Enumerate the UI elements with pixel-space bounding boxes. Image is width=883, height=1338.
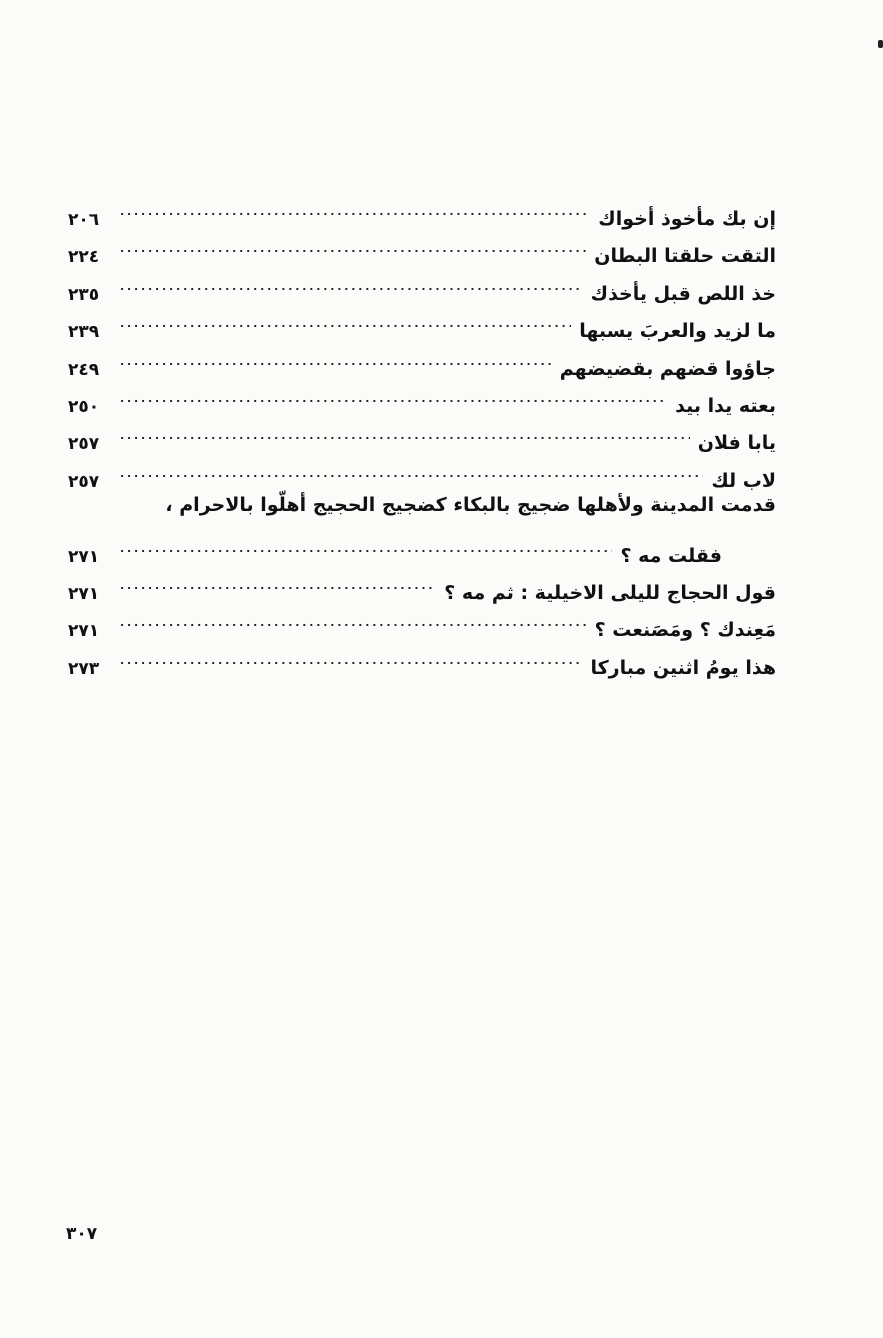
- table-of-contents: [68, 188, 776, 679]
- toc-entry-page: ٢٧١: [68, 621, 100, 642]
- dot-leader: [120, 300, 571, 337]
- toc-entry-continuation: [68, 525, 776, 567]
- toc-entry-title: ما لزيد والعربَ يسبها: [579, 320, 776, 343]
- dot-leader: [120, 188, 590, 225]
- toc-entry-title: هذا يومُ اثنين مباركا: [590, 656, 776, 679]
- dot-leader: [120, 450, 703, 487]
- toc-entry-title: قدمت المدينة ولأهلها ضجيج بالبكاء كضجيج الحجيج أهلّوا بالاحرام ،: [165, 494, 776, 517]
- page-number: ٣٠٧: [66, 1224, 98, 1244]
- toc-entry-title: خذ اللص قبل يأخذك: [590, 282, 776, 305]
- toc-entry-title: قول الحجاج لليلى الاخيلية : ثم مه ؟: [444, 581, 776, 604]
- toc-entry-title: مَعِندك ؟ ومَصَنعت ؟: [594, 619, 776, 642]
- dot-leader: [120, 225, 586, 262]
- toc-entry-title: لاب لك: [711, 469, 776, 492]
- dot-leader: [120, 412, 690, 449]
- toc-entry-title: جاؤوا قضهم بقضيضهم: [559, 357, 776, 380]
- toc-entry-page: ٢٣٥: [68, 284, 100, 305]
- dot-leader: [120, 525, 612, 562]
- dot-leader: [120, 637, 582, 674]
- dot-leader: [120, 263, 583, 300]
- toc-entry: [68, 188, 776, 230]
- toc-entry-page: ٢٧٣: [68, 658, 100, 679]
- toc-entry-page: ٢٧١: [68, 546, 100, 567]
- toc-entry-title: التقت حلقتا البطان: [594, 245, 776, 268]
- toc-entry-page: ٢٥٠: [68, 396, 100, 417]
- toc-entry-title: إن بك مأخوذ أخواك: [598, 208, 776, 230]
- toc-entry-page: ٢٥٧: [68, 434, 100, 455]
- toc-entry-page: ٢٢٤: [68, 247, 100, 268]
- dot-leader: [120, 375, 667, 412]
- toc-entry-title: يابا فلان: [697, 432, 776, 455]
- toc-entry-page: ٢٧١: [68, 583, 100, 604]
- toc-entry-title: فقلت مه ؟: [620, 544, 722, 567]
- toc-entry-page: ٢٥٧: [68, 471, 100, 492]
- dot-leader: [120, 562, 436, 599]
- dot-leader: [120, 338, 552, 375]
- scan-mark: [878, 40, 883, 48]
- toc-entry-page: ٢٣٩: [68, 322, 100, 343]
- dot-leader: [120, 599, 587, 636]
- toc-entry-title: بعته يدا بيد: [675, 394, 776, 417]
- toc-entry-page: ٢٠٦: [68, 210, 100, 230]
- toc-entry-first-line: [68, 487, 776, 524]
- toc-entry-page: ٢٤٩: [68, 359, 100, 380]
- toc-entry: [68, 450, 776, 492]
- toc-entry: [68, 412, 776, 455]
